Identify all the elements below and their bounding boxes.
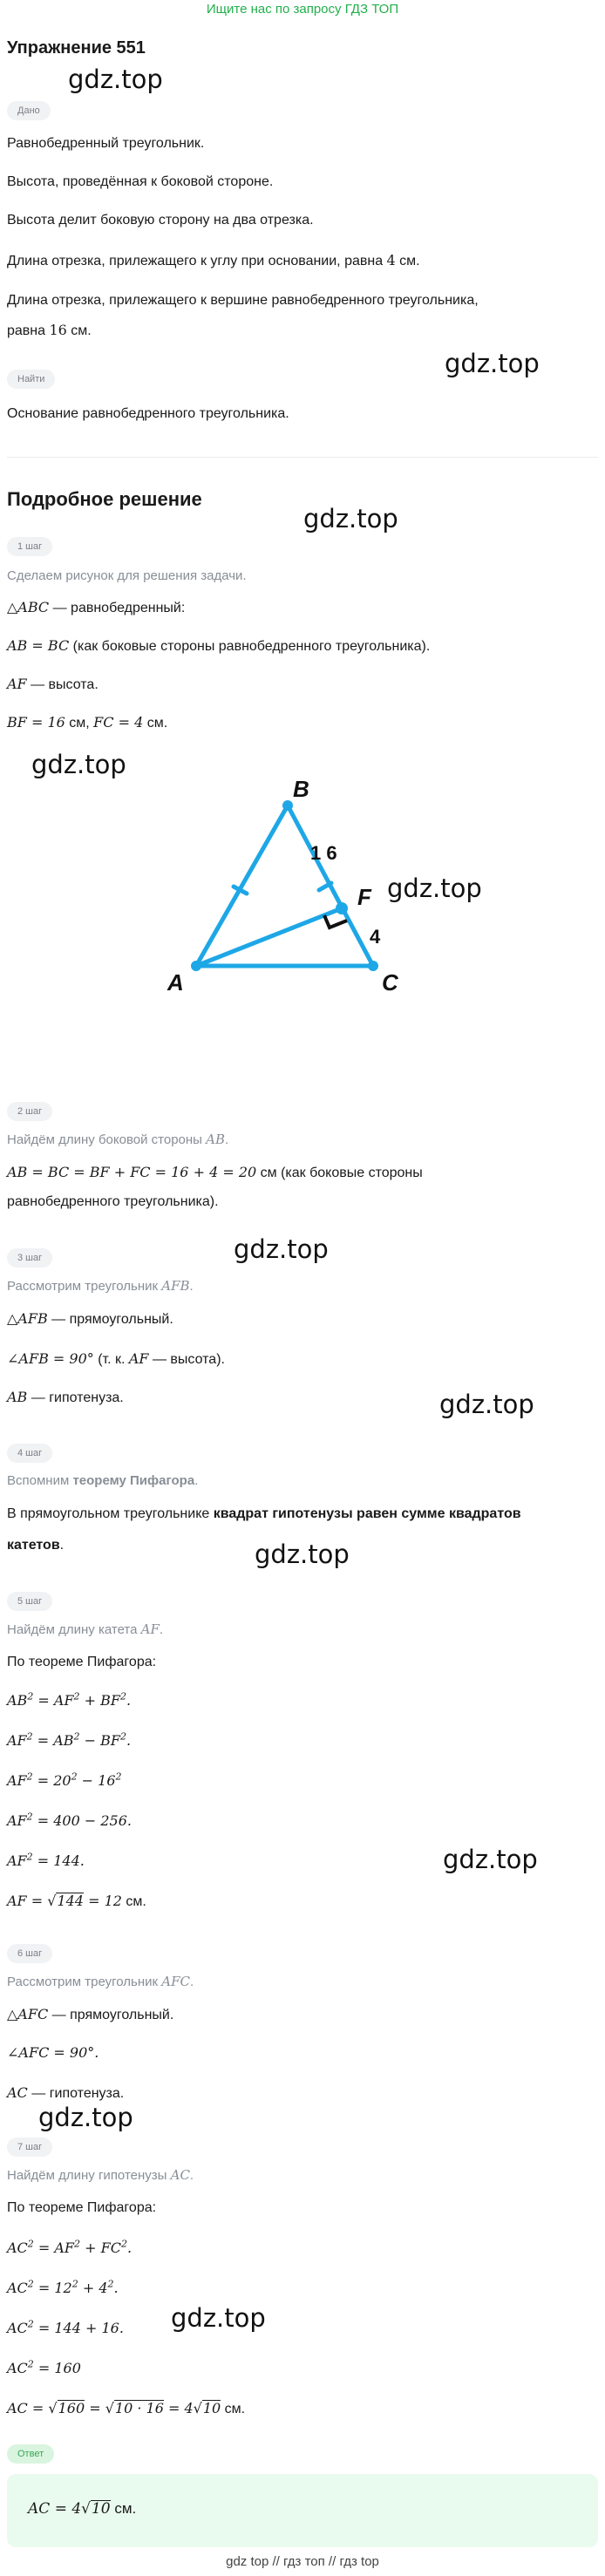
step-line: AB — гипотенуза. xyxy=(7,1389,124,1405)
step-line: ∠AFB = 90° (т. к. AF — высота). xyxy=(7,1350,225,1367)
given-line: равна 16 см. xyxy=(7,322,92,338)
step-badge: 5 шаг xyxy=(7,1592,52,1611)
formula: $AF^2 = 20^2 - 16^2$ xyxy=(7,1771,122,1789)
given-badge: Дано xyxy=(7,101,51,120)
side-ab xyxy=(196,805,288,966)
watermark: gdz.top xyxy=(439,1390,534,1419)
formula: $AF^2 = 144$. xyxy=(7,1851,85,1869)
step-intro: Сделаем рисунок для решения задачи. xyxy=(7,568,247,583)
label-c: C xyxy=(382,969,398,996)
label-b: B xyxy=(293,776,309,802)
step-badge: 3 шаг xyxy=(7,1248,52,1268)
given-line: Высота делит боковую сторону на два отрезка. xyxy=(7,213,314,228)
step-intro: Рассмотрим треугольник AFB. xyxy=(7,1278,194,1294)
label-fc-length: 4 xyxy=(370,926,381,948)
watermark: gdz.top xyxy=(255,1539,350,1569)
point-c xyxy=(368,961,378,971)
step-line: AC — гипотенуза. xyxy=(7,2084,125,2101)
answer-box xyxy=(7,2474,598,2547)
given-line: Длина отрезка, прилежащего к углу при основании, равна 4 см. xyxy=(7,252,420,268)
step-badge: 2 шаг xyxy=(7,1102,52,1121)
step-line: △AFB — прямоугольный. xyxy=(7,1310,173,1327)
watermark: gdz.top xyxy=(38,2103,133,2132)
step-line: BF = 16 см, FC = 4 см. xyxy=(7,714,168,731)
watermark: gdz.top xyxy=(445,349,540,378)
answer-text: AC = 4√10 см. xyxy=(28,2500,137,2518)
footer-link[interactable]: гдз топ xyxy=(283,2554,325,2569)
search-banner[interactable]: Ищите нас по запросу ГДЗ ТОП xyxy=(206,2,399,17)
right-angle-mark xyxy=(324,915,347,928)
step-line: катетов. xyxy=(7,1538,65,1553)
step-line: По теореме Пифагора: xyxy=(7,2200,157,2215)
watermark: gdz.top xyxy=(31,750,126,779)
step-intro: Найдём длину боковой стороны AB. xyxy=(7,1132,229,1147)
footer-links: gdz top // гдз топ // гдз top xyxy=(226,2554,379,2569)
watermark: gdz.top xyxy=(303,504,398,534)
formula: $AC^2 = 160$ xyxy=(7,2358,81,2376)
step-badge: 6 шаг xyxy=(7,1944,52,1963)
point-a xyxy=(191,961,201,971)
formula: AF = √144 = 12 см. xyxy=(7,1893,146,1909)
given-line: Равнобедренный треугольник. xyxy=(7,136,205,151)
footer-link[interactable]: gdz top xyxy=(226,2554,269,2569)
step-intro: Найдём длину катета AF. xyxy=(7,1621,164,1637)
footer-link[interactable]: гдз top xyxy=(339,2554,379,2569)
point-b xyxy=(282,800,293,811)
watermark: gdz.top xyxy=(443,1845,538,1874)
step-line: равнобедренного треугольника). xyxy=(7,1194,219,1209)
label-bf-length: 1 6 xyxy=(310,842,337,864)
step-intro: Рассмотрим треугольник AFC. xyxy=(7,1974,194,1989)
watermark: gdz.top xyxy=(387,873,482,903)
formula: AC = √160 = √10 · 16 = 4√10 см. xyxy=(7,2400,246,2416)
given-line: Длина отрезка, прилежащего к вершине равнобедренного треугольника, xyxy=(7,293,479,308)
step-line: △ABC — равнобедренный: xyxy=(7,599,186,615)
step-line: ∠AFC = 90°. xyxy=(7,2044,99,2061)
formula: $AF^2 = 400 - 256$. xyxy=(7,1811,132,1829)
divider xyxy=(7,457,598,458)
given-line: Высота, проведённая к боковой стороне. xyxy=(7,174,274,189)
height-af xyxy=(196,908,342,966)
step-intro: Вспомним теорему Пифагора. xyxy=(7,1473,199,1488)
page-title: Упражнение 551 xyxy=(7,38,146,58)
label-f: F xyxy=(357,884,371,910)
answer-badge: Ответ xyxy=(7,2444,54,2464)
formula: $AF^2 = AB^2 - BF^2$. xyxy=(7,1730,132,1749)
solution-heading: Подробное решение xyxy=(7,488,202,510)
point-f xyxy=(336,902,348,914)
formula: $AB^2 = AF^2 + BF^2$. xyxy=(7,1690,132,1709)
step-badge: 4 шаг xyxy=(7,1444,52,1463)
label-a: A xyxy=(167,969,184,996)
watermark: gdz.top xyxy=(68,65,163,94)
formula: $AC^2 = 144 + 16$. xyxy=(7,2318,124,2336)
formula: $AC^2 = 12^2 + 4^2$. xyxy=(7,2278,119,2296)
find-badge: Найти xyxy=(7,370,55,389)
step-line: AB = BC = BF + FC = 16 + 4 = 20 см (как боковые стороны xyxy=(7,1164,423,1180)
watermark: gdz.top xyxy=(234,1234,329,1264)
step-line: AF — высота. xyxy=(7,676,99,692)
watermark: gdz.top xyxy=(171,2303,266,2333)
step-badge: 7 шаг xyxy=(7,2138,52,2157)
step-intro: Найдём длину гипотенузы AC. xyxy=(7,2167,194,2183)
step-line: △AFC — прямоугольный. xyxy=(7,2006,174,2022)
step-badge: 1 шаг xyxy=(7,537,52,556)
step-line: В прямоугольном треугольнике квадрат гипотенузы равен сумме квадратов xyxy=(7,1506,521,1521)
formula: $AC^2 = AF^2 + FC^2$. xyxy=(7,2238,133,2256)
tick-bc xyxy=(319,883,331,890)
triangle-figure xyxy=(0,767,605,1011)
step-line: По теореме Пифагора: xyxy=(7,1655,157,1669)
step-line: AB = BC (как боковые стороны равнобедренного треугольника). xyxy=(7,637,431,654)
find-line: Основание равнобедренного треугольника. xyxy=(7,406,289,421)
